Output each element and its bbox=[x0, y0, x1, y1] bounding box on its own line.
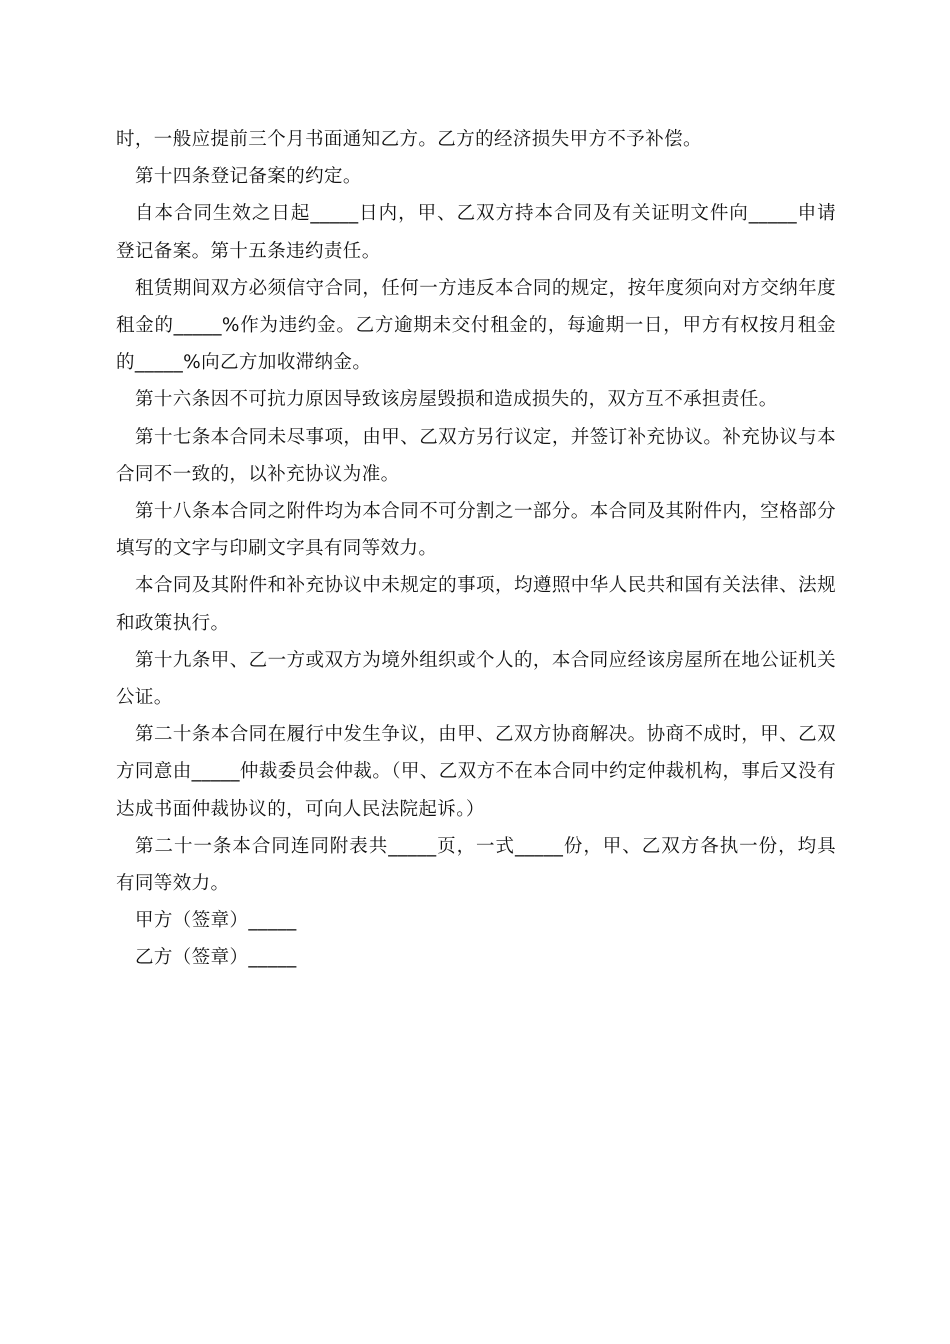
paragraph-article-18: 第十八条本合同之附件均为本合同不可分割之一部分。本合同及其附件内，空格部分填写的文字与印刷文字具有同等效力。 bbox=[116, 501, 836, 560]
party-a-signature-line: 甲方（签章）_____ bbox=[135, 910, 297, 932]
paragraph-article-17: 第十七条本合同未尽事项，由甲、乙双方另行议定，并签订补充协议。补充协议与本合同不一致的，以补充协议为准。 bbox=[116, 426, 836, 485]
paragraph-article-16: 第十六条因不可抗力原因导致该房屋毁损和造成损失的，双方互不承担责任。 bbox=[135, 389, 778, 411]
paragraph-article-19: 第十九条甲、乙一方或双方为境外组织或个人的，本合同应经该房屋所在地公证机关公证。 bbox=[116, 649, 836, 709]
party-b-signature-line: 乙方（签章）_____ bbox=[135, 947, 297, 969]
document-body bbox=[116, 121, 836, 977]
paragraph-registration: 自本合同生效之日起_____日内，甲、乙双方持本合同及有关证明文件向_____申请登记备案。第十五条违约责任。 bbox=[116, 203, 836, 262]
paragraph-notice-continuation: 时，一般应提前三个月书面通知乙方。乙方的经济损失甲方不予补偿。 bbox=[116, 129, 702, 150]
paragraph-article-21: 第二十一条本合同连同附表共_____页，一式_____份，甲、乙双方各执一份，均具有同等效力。 bbox=[116, 835, 836, 895]
paragraph-applicable-law: 本合同及其附件和补充协议中未规定的事项，均遵照中华人民共和国有关法律、法规和政策执行。 bbox=[116, 575, 836, 634]
paragraph-article-20: 第二十条本合同在履行中发生争议，由甲、乙双方协商解决。协商不成时，甲、乙双方同意由_____仲裁委员会仲裁。（甲、乙双方不在本合同中约定仲裁机构，事后又没有达成书面仲裁协议的，可向人民法院起诉。） bbox=[116, 724, 836, 820]
paragraph-article-14-title: 第十四条登记备案的约定。 bbox=[135, 166, 362, 188]
paragraph-breach-penalty: 租赁期间双方必须信守合同，任何一方违反本合同的规定，按年度须向对方交纳年度租金的_____%作为违约金。乙方逾期未交付租金的，每逾期一日，甲方有权按月租金的_____%向乙方加收滞纳金。 bbox=[116, 277, 836, 374]
